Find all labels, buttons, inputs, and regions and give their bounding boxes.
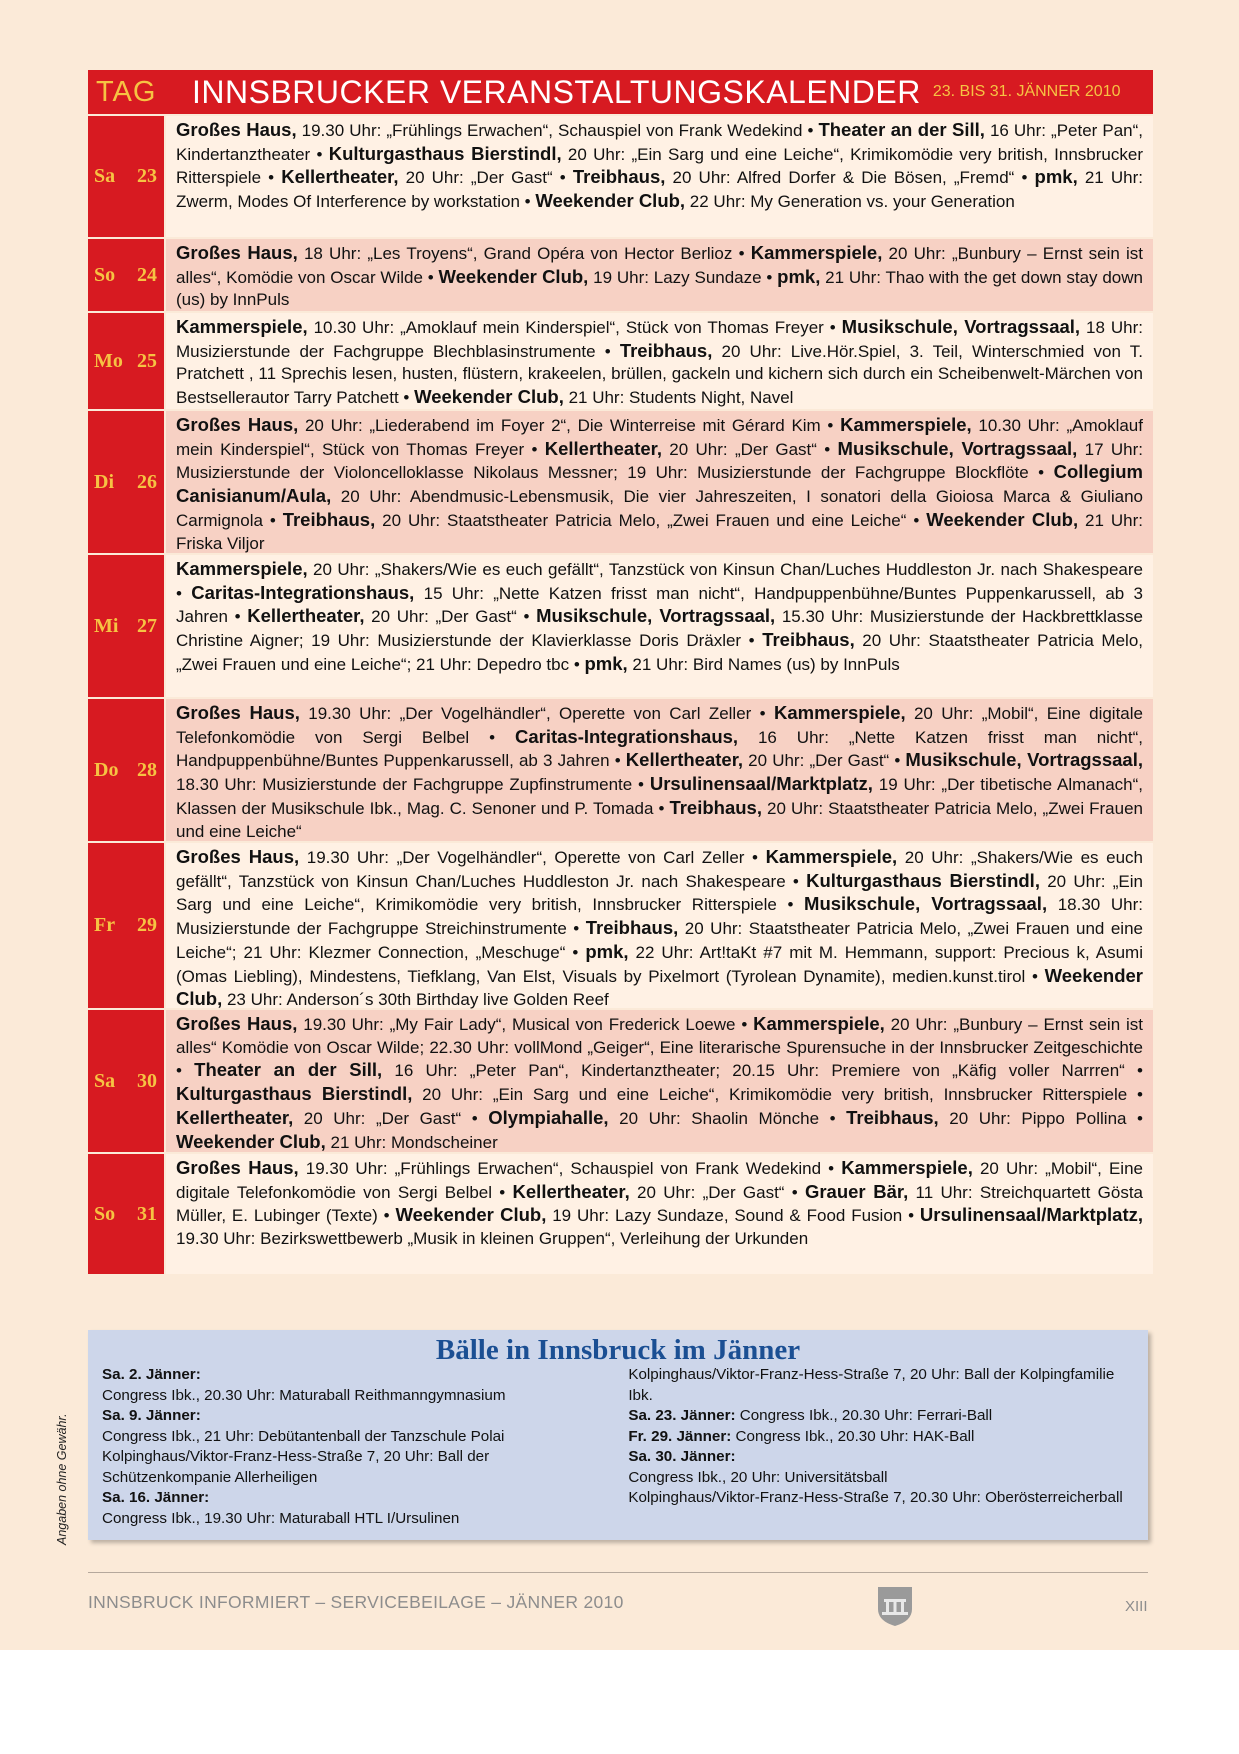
venue-name: Olympiahalle, [488,1106,609,1128]
event-details: 22 Uhr: Art!taKt #7 mit M. Hemmann, support: Precious k, Asumi (Omas Liebling), Mindestens, Tiefklang, Van Elst, Visuals by Pixelmort (Tyrolean Dynamite), medien.kunst.tirol • [176,942,1143,986]
event-details: 19.30 Uhr: „Der Vogelhändler“, Operette von Carl Zeller • [299,704,774,723]
event-details: 10.30 Uhr: „Amoklauf mein Kinderspiel“, Stück von Thomas Freyer • [176,416,1143,459]
day-number: 25 [137,349,157,372]
ball-entry: Congress Ibk., 19.30 Uhr: Maturaball HTL I/Ursulinen [102,1509,460,1527]
venue-name: Musikschule, Vortragssaal, [536,605,776,627]
venue-name: Grauer Bär, [804,1180,909,1202]
venue-name: Kammerspiele, [750,242,883,263]
event-details: 18 Uhr: Musizierstunde der Fachgruppe Blechblasinstrumente • [176,318,1143,361]
event-details: 18.30 Uhr: Musizierstunde der Fachgruppe Zupfinstrumente • [176,775,650,795]
day-row [88,116,1153,237]
day-row [88,555,1153,697]
event-details: 20 Uhr: „Der Gast“ • [398,168,573,188]
day-row [88,1154,1153,1274]
event-details: 20 Uhr: „Liederabend im Foyer 2“, Die Winterreise mit Gérard Kim • [298,416,841,435]
venue-name: Kammerspiele, [753,1013,885,1034]
day-row [88,411,1153,553]
event-details: 20 Uhr: Pippo Pollina • [938,1108,1144,1128]
day-row [88,699,1153,841]
event-details: 20 Uhr: Staatstheater Patricia Melo, „Zwei Frauen und eine Leiche“; 21 Uhr: Klezmer Connection, „Meschuge“ • [176,919,1143,962]
event-details: 20 Uhr: „Der Gast“ • [661,439,838,459]
venue-name: Kulturgasthaus Bierstindl, [328,142,562,164]
venue-name: Großes Haus, [176,1013,298,1034]
event-details: 20 Uhr: „Mobil“, Eine digitale Telefonkomödie von Sergi Belbel • [176,704,1143,747]
event-details: 20 Uhr: Staatstheater Patricia Melo, „Zwei Frauen und eine Leiche“; 21 Uhr: Depedro tbc • [176,631,1143,674]
venue-name: Collegium Canisianum/Aula, [176,461,1143,507]
balls-box [88,1330,1148,1540]
day-row [88,1010,1153,1152]
calendar-header [88,70,1153,114]
venue-name: Großes Haus, [176,702,300,723]
venue-name: pmk, [585,940,629,962]
ball-entry: Kolpinghaus/Viktor-Franz-Hess-Straße 7, 20 Uhr: Ball der Kolpingfamilie Ibk. [628,1366,1115,1404]
event-details: 20 Uhr: „Der Gast“ • [364,607,537,627]
event-details: 19.30 Uhr: „Frühlings Erwachen“, Schauspiel von Frank Wedekind • [296,121,819,140]
day-events [166,843,1153,1008]
venue-name: Musikschule, Vortragssaal, [905,749,1143,771]
event-details: 20 Uhr: Abendmusic-Lebensmusik, Die vier Jahreszeiten, I sonatori della Gioiosa Marca & Giuliano Carmignola • [176,487,1143,530]
venue-name: Kammerspiele, [841,1157,973,1178]
day-number: 31 [137,1202,157,1225]
day-label [88,555,164,697]
calendar-title: INNSBRUCKER VERANSTALTUNGSKALENDER [192,73,921,110]
day-events [166,1154,1153,1274]
page-number: XIII [1125,1598,1148,1615]
venue-name: Musikschule, Vortragssaal, [841,316,1081,337]
weekday: So [94,263,116,286]
day-number: 27 [137,614,157,637]
day-label [88,699,164,841]
event-details: 16 Uhr: „Peter Pan“, Kindertanztheater; 20.15 Uhr: Premiere von „Käfig voller Narrren“ • [382,1061,1144,1081]
venue-name: pmk, [1034,166,1078,188]
event-details: 15.30 Uhr: Musizierstunde der Hackbrettklasse Christine Aigner; 19 Uhr: Musizierstunde der Klavierklasse Doris Dräxler • [176,607,1143,651]
weekday: Do [94,758,119,781]
venue-name: Kellertheater, [544,437,662,459]
day-events [166,555,1153,697]
venue-name: Großes Haus, [176,1157,299,1178]
weekday: Di [94,470,114,493]
venue-name: Großes Haus, [176,846,300,867]
event-details: 19.30 Uhr: Bezirkswettbewerb „Musik in kleinen Gruppen“, Verleihung der Urkunden [176,1229,809,1249]
event-details: 16 Uhr: „Peter Pan“, Kindertanztheater • [176,121,1144,164]
tag-label: TAG [96,75,157,108]
weekday: Mi [94,614,119,637]
ball-date: Fr. 29. Jänner: [628,1427,732,1445]
event-details: 18 Uhr: „Les Troyens“, Grand Opéra von Hector Berlioz • [297,244,751,263]
day-row [88,239,1153,311]
event-details: 19.30 Uhr: „Der Vogelhändler“, Operette von Carl Zeller • [299,848,766,867]
date-range: 23. BIS 31. JÄNNER 2010 [932,83,1121,100]
event-details: 11 Uhr: Streichquartett Gösta Müller, E. Lubinger (Texte) • [176,1182,1143,1226]
ball-date: Sa. 23. Jänner: [628,1407,736,1424]
event-details: 10.30 Uhr: „Amoklauf mein Kinderspiel“, Stück von Thomas Freyer • [307,318,842,337]
event-details: 20 Uhr: „Shakers/Wie es euch gefällt“, Tanzstück von Kinsun Chan/Luches Huddleston Jr. nach Shakespeare • [176,560,1143,603]
day-number: 26 [137,470,157,493]
event-details: 20 Uhr: „Bunbury – Ernst sein ist alles“ Komödie von Oscar Wilde; 22.30 Uhr: vollMond „Geiger“, Eine literarische Spurensuche in der Innsbrucker Zeitgeschichte • [176,1015,1143,1081]
event-details: 21 Uhr: Bird Names (us) by InnPuls [627,654,900,674]
event-details: 20 Uhr: Staatstheater Patricia Melo, „Zwei Frauen und eine Leiche“ [176,798,1143,841]
ball-date: Sa. 30. Jänner: [628,1448,736,1465]
venue-name: Treibhaus, [585,917,679,939]
footer-rule [88,1572,1148,1573]
venue-name: Treibhaus, [669,796,762,818]
event-details: 21 Uhr: Zwerm, Modes Of Interference by workstation • [176,168,1143,212]
ball-entry: Congress Ibk., 20.30 Uhr: Maturaball Reithmanngymnasium [102,1386,506,1404]
venue-name: Caritas-Integrationshaus, [191,581,415,603]
venue-name: Caritas-Integrationshaus, [514,725,739,747]
venue-name: Musikschule, Vortragssaal, [837,437,1078,459]
ball-entry: Congress Ibk., 21 Uhr: Debütantenball der Tanzschule Polai [102,1427,505,1445]
weekday: Fr [94,914,116,936]
day-label [88,313,164,409]
weekday: So [94,1202,116,1225]
ball-entry [628,1427,1134,1448]
venue-name: Weekender Club, [926,508,1079,530]
venue-name: Kellertheater, [176,1106,294,1128]
event-details: 22 Uhr: My Generation vs. your Generation [685,192,1015,212]
ball-date: Sa. 9. Jänner: [102,1407,201,1424]
event-details: 20 Uhr: Live.Hör.Spiel, 3. Teil, Winterschmied von T. Pratchett , 11 Sprechis lesen, husten, flüstern, krakeelen, brüllen, gackeln und kichern sich durch ein Scheibenwelt-Märchen von Bestsellerautor Tarry Patchett • [176,341,1143,408]
event-details: 21 Uhr: Friska Viljor [176,510,1143,553]
day-number: 28 [137,758,157,781]
day-label [88,1010,164,1152]
venue-name: pmk, [777,265,821,287]
event-details: 21 Uhr: Mondscheiner [325,1132,498,1152]
event-details: 20 Uhr: „Shakers/Wie es euch gefällt“, Tanzstück von Kinsun Chan/Luches Huddleston Jr. nach Shakespeare • [176,848,1143,891]
venue-name: Kellertheater, [625,749,744,771]
ball-date: Sa. 16. Jänner: [102,1489,210,1506]
venue-name: Treibhaus, [619,339,713,361]
event-details: 20 Uhr: Shaolin Mönche • [608,1108,847,1128]
venue-name: Kellertheater, [281,166,399,188]
venue-name: pmk, [584,652,628,674]
event-details: 20 Uhr: Staatstheater Patricia Melo, „Zwei Frauen und eine Leiche“ • [375,510,927,530]
ball-details: Congress Ibk., 20.30 Uhr: HAK-Ball [731,1427,975,1445]
day-events [166,699,1153,841]
event-details: 20 Uhr: „Ein Sarg und eine Leiche“, Krimikomödie very british, Innsbrucker Ritterspiele • [176,144,1143,188]
day-events [166,313,1153,409]
ball-entry: Kolpinghaus/Viktor-Franz-Hess-Straße 7, 20 Uhr: Ball der Schützenkompanie Allerheiligen [102,1448,490,1486]
footer-text: INNSBRUCK INFORMIERT – SERVICEBEILAGE – JÄNNER 2010 [88,1592,624,1612]
event-details: 15 Uhr: „Nette Katzen frisst man nicht“, Handpuppenbühne/Buntes Puppenkarussell, ab 3 Jahren • [176,583,1144,627]
event-details: 19 Uhr: Lazy Sundaze • [588,267,778,287]
ball-date: Sa. 2. Jänner: [102,1366,201,1383]
day-number: 30 [137,1069,157,1092]
event-details: 21 Uhr: Thao with the get down stay down (us) by InnPuls [176,267,1143,310]
day-events [166,239,1153,311]
venue-name: Großes Haus, [176,242,298,263]
venue-name: Kammerspiele, [765,846,898,867]
weekday: Sa [94,1069,116,1092]
event-details: 19.30 Uhr: „My Fair Lady“, Musical von Frederick Loewe • [297,1015,754,1034]
venue-name: Weekender Club, [438,265,589,287]
event-details: 20 Uhr: Alfred Dorfer & Die Bösen, „Fremd“ • [665,168,1035,188]
weekday: Mo [94,349,123,372]
venue-name: Treibhaus, [846,1106,939,1128]
day-label [88,411,164,553]
balls-right-column [628,1365,1134,1529]
venue-name: Kellertheater, [512,1180,630,1202]
ball-details: Congress Ibk., 20.30 Uhr: Ferrari-Ball [735,1407,993,1424]
venue-name: Kammerspiele, [176,558,308,579]
venue-name: Theater an der Sill, [194,1059,383,1081]
day-events [166,1010,1153,1152]
day-label [88,239,164,311]
balls-left-column [102,1365,608,1529]
day-number: 29 [137,914,157,936]
day-label [88,116,164,237]
day-row [88,313,1153,409]
venue-name: Weekender Club, [414,386,564,408]
event-details: 20 Uhr: „Mobil“, Eine digitale Telefonkomödie von Sergi Belbel • [176,1159,1143,1202]
event-details: 20 Uhr: „Der Gast“ • [629,1182,805,1202]
event-details: 19.30 Uhr: „Frühlings Erwachen“, Schauspiel von Frank Wedekind • [298,1159,842,1178]
weekday: Sa [94,165,116,187]
day-label [88,1154,164,1274]
event-details: 19 Uhr: Lazy Sundaze, Sound & Food Fusion • [546,1206,920,1226]
venue-name: Kulturgasthaus Bierstindl, [176,1083,413,1105]
day-events [166,411,1153,553]
venue-name: Kellertheater, [247,605,365,627]
city-crest-icon [876,1585,914,1627]
ball-entry: Congress Ibk., 20 Uhr: Universitätsball [628,1468,888,1486]
event-details: 20 Uhr: „Bunbury – Ernst sein ist alles“, Komödie von Oscar Wilde • [176,244,1144,287]
event-details: 20 Uhr: „Ein Sarg und eine Leiche“, Krimikomödie very british, Innsbrucker Ritterspiele • [176,871,1144,915]
venue-name: Treibhaus, [282,508,376,530]
event-details: 18.30 Uhr: Musizierstunde der Fachgruppe Streichinstrumente • [176,895,1143,939]
venue-name: Kammerspiele, [840,414,972,435]
calendar-rows [88,116,1153,1276]
event-details: 23 Uhr: Anderson´s 30th Birthday live Golden Reef [222,990,609,1010]
venue-name: Kulturgasthaus Bierstindl, [806,869,1040,891]
venue-name: Theater an der Sill, [818,119,985,140]
venue-name: Großes Haus, [176,119,297,140]
venue-name: Weekender Club, [535,190,686,212]
day-number: 24 [137,263,157,286]
event-details: 20 Uhr: „Der Gast“ • [743,751,906,771]
venue-name: Kammerspiele, [176,316,308,337]
venue-name: Treibhaus, [572,166,666,188]
venue-name: Großes Haus, [176,414,299,435]
event-details: 20 Uhr: „Der Gast“ • [293,1108,489,1128]
venue-name: Ursulinensaal/Marktplatz, [919,1204,1143,1226]
day-number: 23 [137,165,157,187]
venue-name: Weekender Club, [176,1130,326,1152]
event-details: 20 Uhr: „Ein Sarg und eine Leiche“, Krimikomödie very british, Innsbrucker Ritterspiele • [412,1085,1144,1105]
venue-name: Kammerspiele, [774,702,906,723]
event-details: 21 Uhr: Students Night, Navel [563,388,794,408]
day-label [88,843,164,1008]
balls-title: Bälle in Innsbruck im Jänner [435,1334,801,1366]
day-events [166,116,1153,237]
event-details: 17 Uhr: Musizierstunde der Violoncelloklasse Nikolaus Messner; 19 Uhr: Musizierstunde der Fachgruppe Blockflöte • [176,439,1143,483]
day-row [88,843,1153,1008]
event-details: 19 Uhr: „Der tibetische Almanach“, Klassen der Musikschule Ibk., Mag. C. Senoner und P. Tomada • [176,775,1143,818]
venue-name: Weekender Club, [395,1204,547,1226]
venue-name: Treibhaus, [762,629,855,651]
ball-entry: Kolpinghaus/Viktor-Franz-Hess-Straße 7, 20.30 Uhr: Oberösterreicherball [628,1489,1123,1506]
venue-name: Musikschule, Vortragssaal, [804,893,1048,915]
ball-entry [628,1406,1134,1427]
disclaimer: Angaben ohne Gewähr. [55,1413,69,1545]
venue-name: Weekender Club, [176,964,1143,1010]
event-details: 16 Uhr: „Nette Katzen frisst man nicht“, Handpuppenbühne/Buntes Puppenkarussell, ab 3 Jahren • [176,727,1143,771]
venue-name: Ursulinensaal/Marktplatz, [649,773,873,795]
